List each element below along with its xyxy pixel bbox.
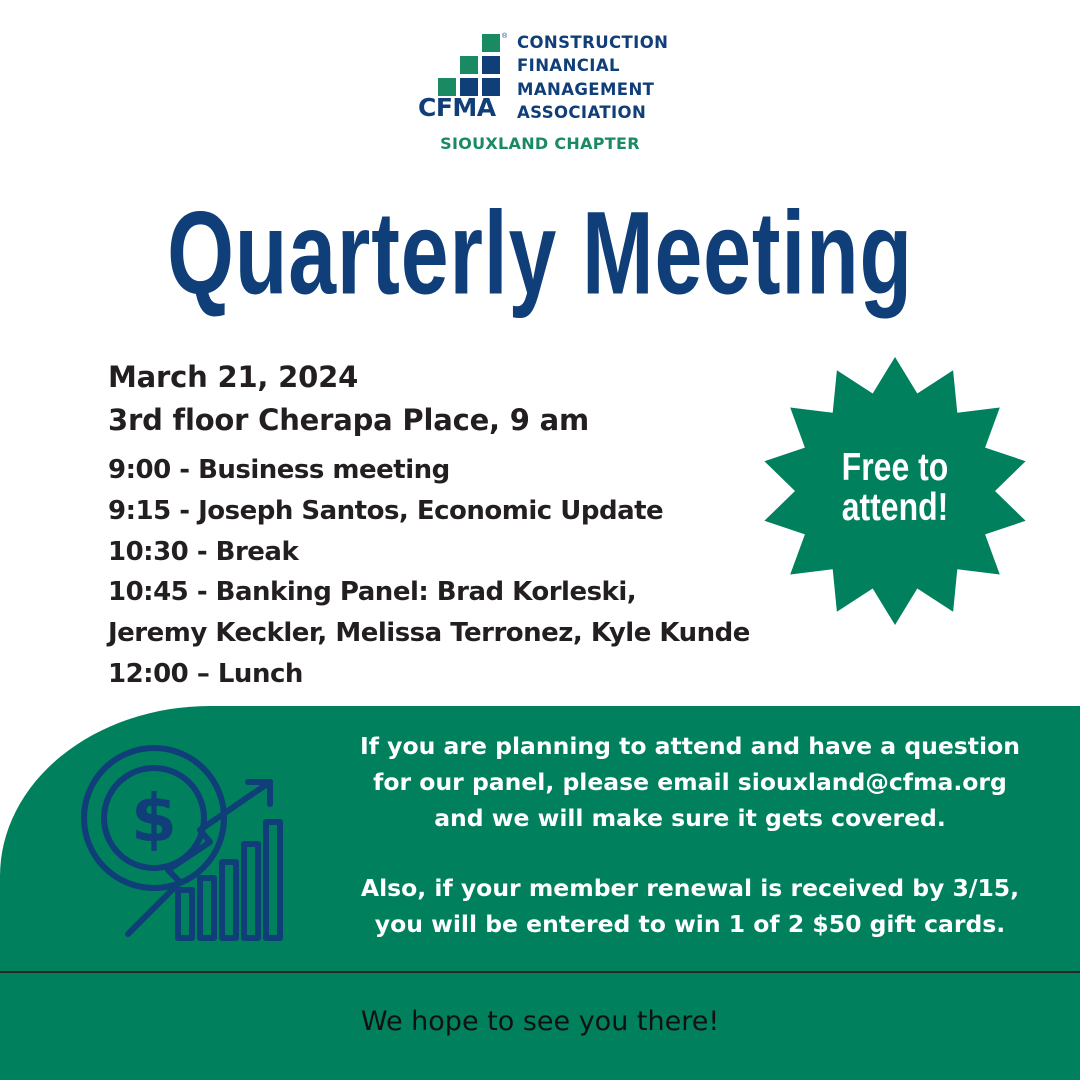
badge-text [784,448,1005,528]
agenda-item: 10:45 - Banking Panel: Brad Korleski, [108,577,637,608]
badge-line: Free to [841,446,949,489]
event-date: March 21, 2024 [108,360,359,394]
agenda-item: 10:30 - Break [108,536,299,567]
logo-line: MANAGEMENT [517,79,655,99]
info-line: and we will make sure it gets covered. [434,804,946,832]
footer-message: We hope to see you there! [360,1006,720,1037]
logo-line: FINANCIAL [517,56,620,76]
info-line: Also, if your member renewal is received by 3/15, [360,874,1020,902]
agenda-item: 12:00 – Lunch [108,658,303,689]
dollar-coin-growth-chart-icon [76,738,288,950]
info-line: If you are planning to attend and have a question [360,732,1020,760]
agenda-item: 9:00 - Business meeting [108,455,450,485]
logo-line: CONSTRUCTION [517,33,669,52]
info-line: for our panel, please email siouxland@cfma.org [373,768,1007,796]
page-title: Quarterly Meeting [167,187,913,320]
logo-registered-mark: ® [502,33,508,40]
event-details [108,356,750,695]
agenda-list [108,450,750,695]
info-text [330,728,1050,942]
free-badge [760,356,1030,626]
chapter-name: SIOUXLAND CHAPTER [440,134,640,153]
badge-line: attend! [841,486,949,529]
logo-line: ASSOCIATION [517,103,647,123]
info-line: you will be entered to win 1 of 2 $50 gift cards. [374,910,1006,938]
agenda-item: Jeremy Keckler, Melissa Terronez, Kyle Kunde [108,618,750,649]
logo-acronym: CFMA [418,93,496,122]
logo-wordmark [517,31,668,125]
agenda-item: 9:15 - Joseph Santos, Economic Update [108,495,664,526]
divider [0,971,1080,973]
event-location-time: 3rd floor Cherapa Place, 9 am [108,403,590,437]
svg-text:$: $ [131,780,177,857]
